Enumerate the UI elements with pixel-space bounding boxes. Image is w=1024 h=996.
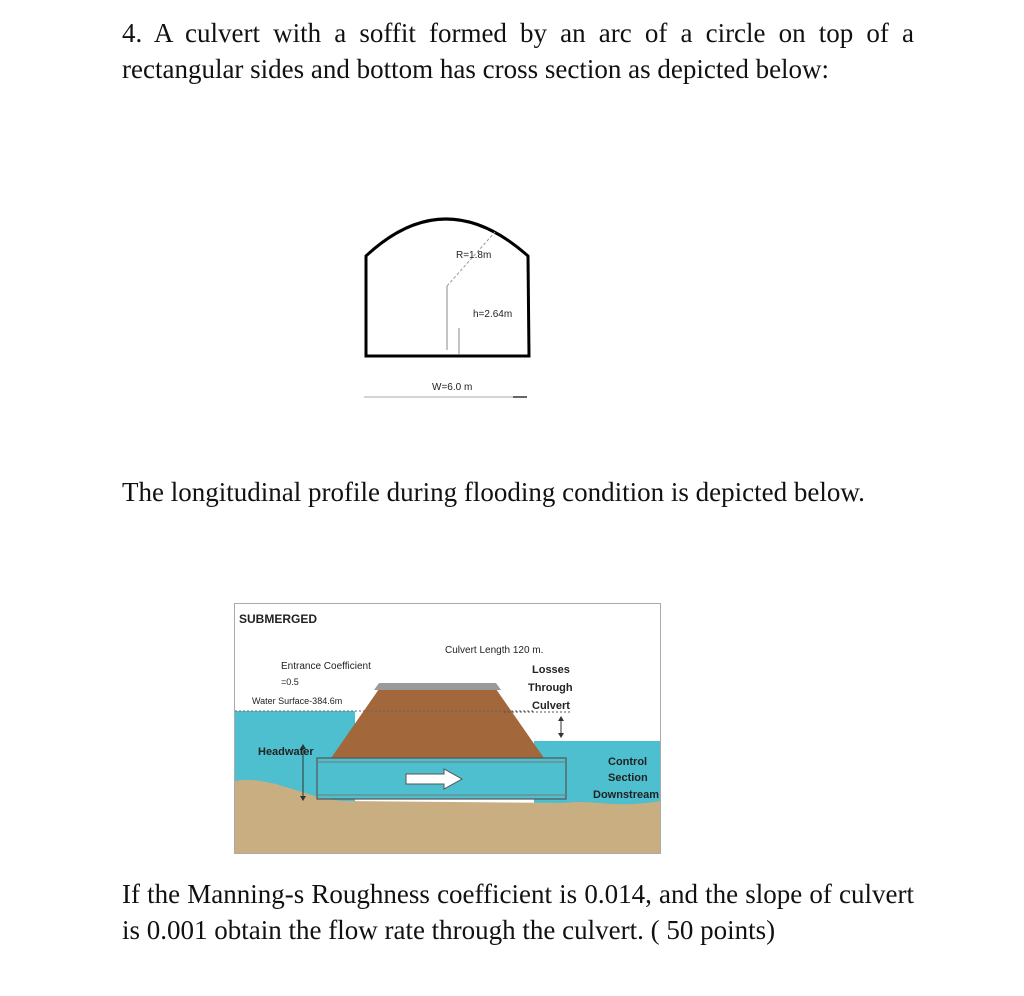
submerged-label: SUBMERGED xyxy=(239,612,318,626)
losses-label-line-2: Through xyxy=(528,682,573,694)
entrance-coefficient-value: =0.5 xyxy=(281,677,299,687)
profile-intro-text: The longitudinal profile during flooding condition is depicted below. xyxy=(122,477,865,507)
width-label: W=6.0 m xyxy=(432,382,473,393)
radius-label: R=1.8m xyxy=(456,250,492,261)
losses-label-line-1: Losses xyxy=(532,664,570,676)
longitudinal-profile-figure xyxy=(234,603,662,856)
culvert-length-label: Culvert Length 120 m. xyxy=(445,645,544,656)
headwater-label: Headwater xyxy=(258,746,314,758)
control-section-line-1: Control xyxy=(608,756,648,768)
culvert-cross-section-figure xyxy=(355,200,545,410)
water-surface-label: Water Surface-384.6m xyxy=(252,696,343,706)
control-section-line-2: Section xyxy=(608,772,648,784)
road-surface-slope xyxy=(374,683,501,690)
question-text: If the Manning-s Roughness coefficient is 0.014, and the slope of culvert is 0.001 obtain the flow rate through the culvert. ( 50 points) xyxy=(122,879,914,945)
entrance-coefficient-label: Entrance Coefficient xyxy=(281,661,371,672)
control-section-line-3: Downstream xyxy=(593,789,660,801)
problem-intro-text: 4. A culvert with a soffit formed by an arc of a circle on top of a rectangular sides and bottom has cross section as depicted below: xyxy=(122,18,914,84)
height-label: h=2.64m xyxy=(473,309,513,320)
losses-label-line-3: Culvert xyxy=(532,700,570,712)
